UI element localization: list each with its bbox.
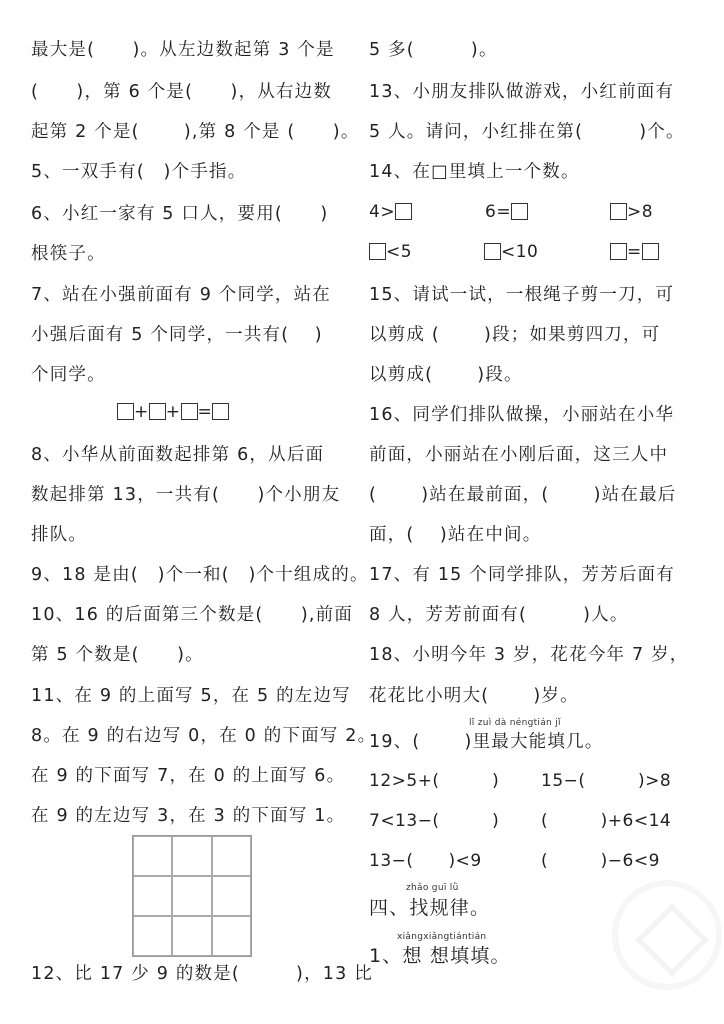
grid-cell[interactable] — [212, 876, 251, 916]
text-line: 以剪成( )段。 — [369, 365, 523, 385]
question-14: 14、在□里填上一个数。 — [369, 162, 580, 182]
q19-item: 13−( )<9 — [369, 851, 482, 871]
q14-text: 6= — [485, 202, 512, 222]
text-line: 8 人，芳芳前面有( )人。 — [369, 605, 629, 625]
q19-pinyin: lǐ zuì dà néngtián jǐ — [469, 718, 561, 728]
equals-sign: = — [197, 402, 213, 422]
question-13: 13、小朋友排队做游戏，小红前面有 — [369, 82, 675, 102]
text-line: 在 9 的下面写 7，在 0 的上面写 6。 — [31, 766, 346, 786]
text-line: 第 5 个数是( )。 — [31, 645, 204, 665]
q14-item — [485, 202, 528, 222]
text-line: 5 人。请问，小红排在第( )个。 — [369, 122, 685, 142]
grid-cell[interactable] — [172, 916, 211, 956]
plus-sign: + — [134, 402, 149, 422]
question-10: 10、16 的后面第三个数是( ),前面 — [31, 605, 354, 625]
question-19: 19、( )里最大能填几。 — [369, 732, 604, 752]
answer-box[interactable] — [181, 403, 198, 420]
section4-q1-pinyin: xiǎngxiǎngtiántián — [397, 932, 487, 942]
answer-box[interactable] — [642, 243, 659, 260]
question-9: 9、18 是由( )个一和( )个十组成的。 — [31, 565, 369, 585]
section4-pinyin: zhǎo guī lǜ — [406, 883, 459, 893]
question-7: 7、站在小强前面有 9 个同学，站在 — [31, 285, 331, 305]
q14-item — [610, 202, 653, 222]
text-line: 最大是( )。从左边数起第 3 个是 — [31, 40, 335, 60]
q14-text: <10 — [501, 242, 539, 262]
answer-box[interactable] — [511, 203, 528, 220]
grid-cell[interactable] — [133, 876, 172, 916]
grid-cell[interactable] — [172, 876, 211, 916]
q14-text: = — [627, 242, 642, 262]
section4-heading: 四、找规律。 — [369, 897, 491, 919]
q19-item: 7<13−( ) — [369, 811, 500, 831]
text-line: 排队。 — [31, 525, 88, 545]
question-11: 11、在 9 的上面写 5，在 5 的左边写 — [31, 686, 351, 706]
question-6: 6、小红一家有 5 口人，要用( ) — [31, 204, 329, 224]
question-17: 17、有 15 个同学排队，芳芳后面有 — [369, 565, 675, 585]
answer-box[interactable] — [369, 243, 386, 260]
question-12: 12、比 17 少 9 的数是( )，13 比 — [31, 964, 373, 984]
text-line: 前面，小丽站在小刚后面，这三人中 — [369, 445, 669, 465]
q14-item — [369, 242, 412, 262]
q14-text: <5 — [386, 242, 413, 262]
grid-cell[interactable] — [212, 836, 251, 876]
plus-sign: + — [165, 402, 181, 422]
grid-cell[interactable] — [212, 916, 251, 956]
q19-item: 15−( )>8 — [541, 771, 672, 791]
number-grid-3x3 — [132, 835, 252, 957]
q14-item — [484, 242, 538, 262]
text-line: 面，( )站在中间。 — [369, 525, 542, 545]
text-line: 个同学。 — [31, 365, 106, 385]
grid-cell[interactable] — [133, 836, 172, 876]
answer-box[interactable] — [395, 203, 412, 220]
q14-item — [610, 242, 659, 262]
text-line: 花花比小明大( )岁。 — [369, 686, 579, 706]
text-line: 8。在 9 的右边写 0，在 0 的下面写 2。 — [31, 726, 377, 746]
q14-text: >8 — [627, 202, 654, 222]
q19-item: ( )−6<9 — [541, 851, 660, 871]
text-line: ( )站在最前面，( )站在最后 — [369, 485, 677, 505]
question-5: 5、一双手有( )个手指。 — [31, 162, 247, 182]
text-line: 小强后面有 5 个同学，一共有( ) — [31, 325, 323, 345]
question-8: 8、小华从前面数起排第 6，从后面 — [31, 445, 325, 465]
question-15: 15、请试一试，一根绳子剪一刀，可 — [369, 285, 675, 305]
q19-item: ( )+6<14 — [541, 811, 672, 831]
answer-box[interactable] — [117, 403, 134, 420]
box-equation — [117, 402, 229, 422]
text-line: 根筷子。 — [31, 244, 106, 264]
q14-item — [369, 202, 412, 222]
text-line: 数起排第 13，一共有( )个小朋友 — [31, 485, 341, 505]
q19-item: 12>5+( ) — [369, 771, 500, 791]
text-line: 起第 2 个是( ),第 8 个是 ( )。 — [31, 122, 360, 142]
answer-box[interactable] — [610, 203, 627, 220]
text-line: 以剪成 ( )段；如果剪四刀，可 — [369, 325, 661, 345]
grid-cell[interactable] — [133, 916, 172, 956]
section4-q1: 1、想 想填填。 — [369, 945, 511, 967]
grid-cell[interactable] — [172, 836, 211, 876]
q14-text: 4> — [369, 202, 396, 222]
text-line: 在 9 的左边写 3，在 3 的下面写 1。 — [31, 806, 346, 826]
answer-box[interactable] — [484, 243, 501, 260]
question-18: 18、小明今年 3 岁，花花今年 7 岁， — [369, 645, 689, 665]
answer-box[interactable] — [610, 243, 627, 260]
text-line: ( )，第 6 个是( )，从右边数 — [31, 82, 333, 102]
answer-box[interactable] — [149, 403, 166, 420]
question-16: 16、同学们排队做操，小丽站在小华 — [369, 405, 675, 425]
text-line: 5 多( )。 — [369, 40, 498, 60]
watermark-logo-icon — [612, 880, 722, 990]
answer-box[interactable] — [212, 403, 229, 420]
